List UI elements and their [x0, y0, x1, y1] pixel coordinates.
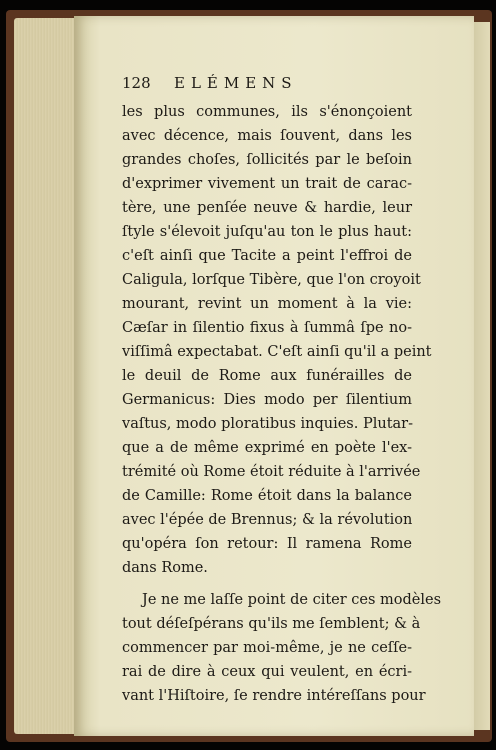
- page-text: [122, 74, 442, 708]
- text-line: rai de dire à ceux qui veulent, en écri-: [122, 664, 412, 680]
- text-line: commencer par moi-même, je ne ceſſe-: [122, 640, 412, 656]
- text-line: vant l'Hiſtoire, ſe rendre intéreſſans pour: [122, 688, 426, 704]
- text-line: Germanicus: Dies modo per ſilentium: [122, 392, 412, 408]
- text-line: que a de même exprimé en poète l'ex-: [122, 440, 412, 456]
- text-line: Caligula, lorſque Tibère, que l'on croyoit: [122, 272, 421, 288]
- text-line: tère, une penſée neuve & hardie, leur: [122, 200, 412, 216]
- page-edges: [14, 18, 76, 734]
- running-title: ELÉMENS: [174, 74, 298, 92]
- text-line: avec décence, mais ſouvent, dans les: [122, 128, 412, 144]
- text-line: dans Rome.: [122, 560, 208, 576]
- book-page: [74, 16, 474, 736]
- page-number: 128: [122, 74, 151, 92]
- text-line: grandes choſes, ſollicités par le beſoin: [122, 152, 412, 168]
- text-line: de Camille: Rome étoit dans la balance: [122, 488, 412, 504]
- page-header: [122, 74, 412, 96]
- text-line: avec l'épée de Brennus; & la révolution: [122, 512, 413, 528]
- text-line: mourant, revint un moment à la vie:: [122, 296, 412, 312]
- text-line: Je ne me laſſe point de citer ces modèles: [142, 592, 442, 608]
- text-line: vaſtus, modo ploratibus inquies. Plutar-: [122, 416, 413, 432]
- paragraph-1: [122, 100, 432, 580]
- text-line: qu'opéra ſon retour: Il ramena Rome: [122, 536, 412, 552]
- text-line: les plus communes, ils s'énonçoient: [122, 104, 412, 120]
- text-line: ſtyle s'élevoit juſqu'au ton le plus haut:: [122, 224, 412, 240]
- text-line: trémité où Rome étoit réduite à l'arrivée: [122, 464, 421, 480]
- text-line: le deuil de Rome aux funérailles de: [122, 368, 412, 384]
- text-line: tout déſeſpérans qu'ils me ſemblent; & à: [122, 616, 421, 632]
- paragraph-2: [122, 588, 442, 708]
- text-line: Cæſar in ſilentio fixus à ſummâ ſpe no-: [122, 320, 412, 336]
- text-line: c'eſt ainſi que Tacite a peint l'effroi de: [122, 248, 412, 264]
- text-line: d'exprimer vivement un trait de carac-: [122, 176, 412, 192]
- paragraph-break: [122, 580, 412, 588]
- text-line: viſſimâ expectabat. C'eſt ainſi qu'il a peint: [122, 344, 432, 360]
